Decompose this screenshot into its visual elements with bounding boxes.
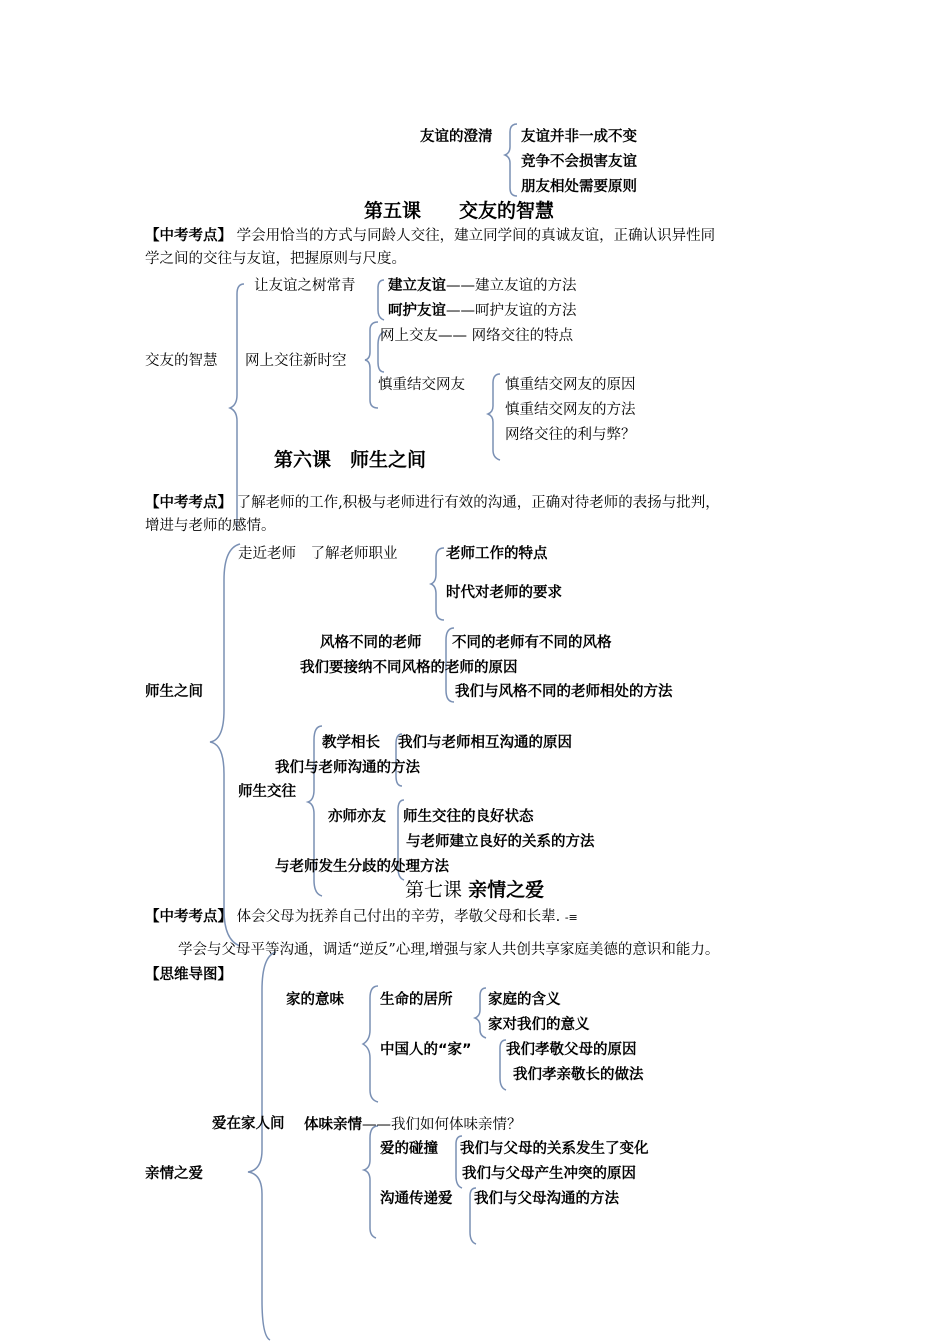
lesson6-mentor-item3: 与老师发生分歧的处理方法: [275, 859, 449, 875]
lesson6-teaching-item1: 我们与老师相互沟通的原因: [398, 735, 572, 751]
lesson6-mentor-item2: 与老师建立良好的关系的方法: [406, 834, 595, 850]
lesson5-online-friends: 网上交友—— 网络交往的特点: [380, 328, 574, 344]
bracket-l7-love: [364, 1126, 378, 1238]
lesson7-residence: 生命的居所: [380, 992, 453, 1008]
lesson6-key-points: [145, 492, 720, 538]
lesson5-careful-sub-1: 慎重结交网友的原因: [505, 377, 636, 393]
lesson5-b1-item2: [388, 302, 577, 320]
lesson5-title: 第五课 交友的智慧: [364, 200, 555, 222]
lesson5-b1-item1: [388, 277, 577, 295]
lesson7-key-points: [145, 906, 578, 929]
lesson6-mentor-item1: 师生交往的良好状态: [403, 809, 534, 825]
lesson5-desc-line2: 学之间的交往与友谊，把握原则与尺度。: [145, 251, 406, 267]
lesson5-tag: 【中考考点】: [145, 228, 232, 244]
lesson6-job-sub2: 时代对老师的要求: [446, 585, 562, 601]
lesson7-root: 亲情之爱: [145, 1166, 203, 1182]
lesson7-chinese-home-item2: 我们孝亲敬长的做法: [513, 1067, 644, 1083]
lesson7-communicate-item: 我们与父母沟通的方法: [474, 1191, 619, 1207]
bracket-l6-job: [431, 548, 444, 620]
lesson6-desc-line1: 了解老师的工作,积极与老师进行有效的沟通，正确对待老师的表扬与批判，: [236, 495, 720, 511]
bracket-l7-home: [363, 986, 378, 1102]
lesson6-style-teachers: 风格不同的老师: [320, 635, 422, 651]
lesson6-style-accept: 我们要接纳不同风格的老师的原因: [300, 660, 518, 676]
lesson6-root: 师生之间: [145, 684, 203, 700]
lesson7-clash: 爱的碰撞: [380, 1141, 438, 1157]
build-friendship: 建立友谊: [388, 278, 446, 294]
lesson7-mindmap-tag: 【思维导图】: [145, 967, 232, 983]
lesson6-style-different: 不同的老师有不同的风格: [452, 635, 612, 651]
lesson7-clash-item2: 我们与父母产生冲突的原因: [462, 1166, 636, 1182]
friendship-root: 友谊的澄清: [420, 129, 493, 145]
friendship-item-3: 朋友相处需要原则: [521, 179, 637, 195]
lesson5-root: 交友的智慧: [145, 353, 218, 369]
lesson6-desc-line2: 增进与老师的感情。: [145, 518, 276, 534]
lesson7-desc-mark: -≡: [564, 911, 578, 924]
bracket-l5-b1: [378, 280, 384, 320]
protect-friendship: 呵护友谊: [388, 303, 446, 319]
lesson6-mentor: 亦师亦友: [328, 809, 386, 825]
lesson7-chinese-home-item1: 我们孝敬父母的原因: [506, 1042, 637, 1058]
lesson7-branch2: 爱在家人间: [212, 1116, 285, 1132]
lesson7-chinese-home: 中国人的“家”: [380, 1042, 472, 1058]
friendship-item-1: 友谊并非一成不变: [521, 129, 637, 145]
lesson5-key-points: [145, 225, 715, 271]
lesson7-feel-main: 体味亲情: [304, 1117, 362, 1133]
lesson7-desc-line2: 学会与父母平等沟通，调适“逆反”心理,增强与家人共创共享家庭美德的意识和能力。: [178, 942, 720, 958]
lesson7-title-a: 第七课: [405, 879, 463, 901]
lesson7-feel-rest: ——我们如何体味亲情？: [362, 1117, 522, 1133]
lesson6-teaching-item2: 我们与老师沟通的方法: [275, 760, 420, 776]
lesson7-branch1: 家的意味: [286, 992, 344, 1008]
bracket-l6-root: [210, 544, 240, 946]
lesson5-branch2: 网上交往新时空: [245, 353, 347, 369]
lesson7-title: [405, 878, 544, 902]
bracket-friendship: [505, 124, 517, 196]
lesson6-branch1: 走近老师 了解老师职业: [238, 546, 398, 562]
lesson5-careful-friends: 慎重结交网友: [378, 377, 465, 393]
protect-friendship-method: ——呵护友谊的方法: [446, 303, 577, 319]
lesson5-branch1: 让友谊之树常青: [254, 278, 356, 294]
lesson5-careful-sub-2: 慎重结交网友的方法: [505, 402, 636, 418]
friendship-item-2: 竞争不会损害友谊: [521, 154, 637, 170]
lesson7-communicate: 沟通传递爱: [380, 1191, 453, 1207]
bracket-l5-careful: [488, 374, 500, 460]
lesson7-residence-item1: 家庭的含义: [488, 992, 561, 1008]
bracket-l5-b2: [365, 322, 378, 408]
lesson7-clash-item1: 我们与父母的关系发生了变化: [460, 1141, 649, 1157]
lesson6-job-sub1: 老师工作的特点: [446, 546, 548, 562]
lesson7-feel: [304, 1115, 522, 1134]
lesson6-branch2: 师生交往: [238, 784, 296, 800]
bracket-l7-root: [248, 952, 276, 1340]
lesson5-careful-sub-3: 网络交往的利与弊？: [505, 427, 636, 443]
bracket-l7-residence: [475, 988, 486, 1038]
lesson6-title: 第六课 师生之间: [274, 449, 427, 471]
lesson7-residence-item2: 家对我们的意义: [488, 1017, 590, 1033]
build-friendship-method: ——建立友谊的方法: [446, 278, 577, 294]
lesson6-tag: 【中考考点】: [145, 495, 232, 511]
lesson6-teaching: 教学相长: [322, 735, 380, 751]
lesson5-desc-line1: 学会用恰当的方式与同龄人交往，建立同学间的真诚友谊，正确认识异性同: [236, 228, 716, 244]
lesson7-desc-line1: 体会父母为抚养自己付出的辛劳，孝敬父母和长辈.: [236, 909, 561, 925]
lesson6-style-method: 我们与风格不同的老师相处的方法: [455, 684, 673, 700]
lesson7-tag: 【中考考点】: [145, 909, 232, 925]
lesson7-title-b: 亲情之爱: [468, 879, 545, 901]
